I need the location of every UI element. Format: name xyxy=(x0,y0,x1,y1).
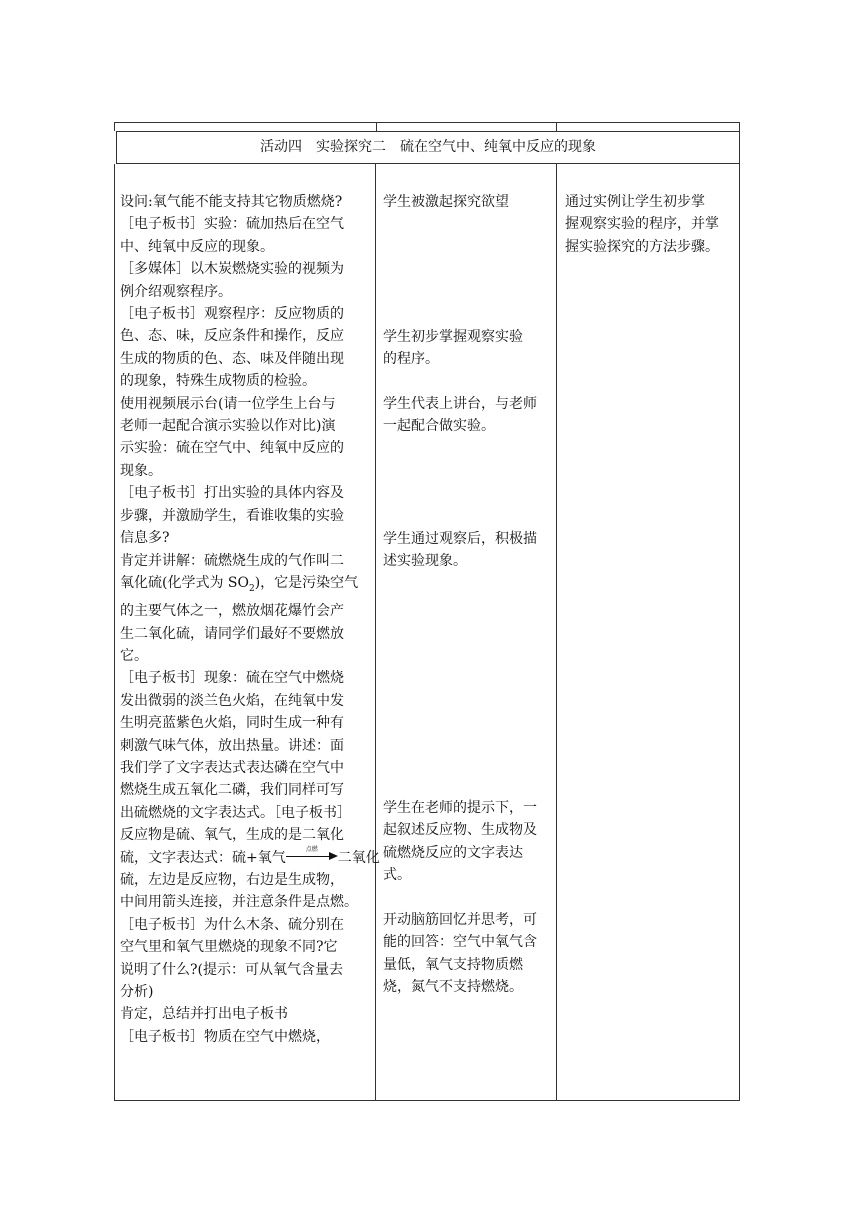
teacher-text-line: ［电子板书］为什么木条、硫分别在 xyxy=(120,916,344,933)
teacher-text-line: ［多媒体］以木炭燃烧实验的视频为 xyxy=(120,261,344,278)
teacher-text-line: 的现象，特殊生成物质的检验。 xyxy=(120,373,316,390)
top-strip-divider-1 xyxy=(376,122,377,131)
teacher-text-line: 燃烧生成五氧化二磷，我们同样可写 xyxy=(120,782,344,799)
design-intent-cell xyxy=(565,191,737,258)
teacher-text-line: 老师一起配合演示实验以作对比)演 xyxy=(120,418,336,435)
teacher-text-line: ［电子板书］现象：硫在空气中燃烧 xyxy=(120,670,344,687)
student-response-block xyxy=(383,326,553,371)
reaction-arrow-icon xyxy=(286,845,338,863)
teacher-text-line: ［电子板书］打出实验的具体内容及 xyxy=(120,485,344,502)
teacher-text-line: 示实验：硫在空气中、纯氧中反应的 xyxy=(120,440,344,457)
teacher-text-line: 反应物是硫、氧气，生成的是二氧化 xyxy=(120,827,344,844)
student-response-block xyxy=(383,528,553,573)
student-text-line: 式。 xyxy=(383,867,411,884)
student-text-line: 学生初步掌握观察实验 xyxy=(383,329,523,345)
student-response-block xyxy=(383,797,553,887)
student-text-line: 学生代表上讲台，与老师 xyxy=(383,396,537,412)
teacher-text-line: ［电子板书］观察程序：反应物质的 xyxy=(120,306,344,323)
column-divider-2 xyxy=(556,164,557,1101)
student-response-block xyxy=(383,191,553,213)
teacher-text-line: 设问:氧气能不能支持其它物质燃烧? xyxy=(120,194,343,210)
teacher-text-line: 说明了什么?(提示：可从氧气含量去 xyxy=(120,961,343,978)
student-text-line: 学生通过观察后，积极描 xyxy=(383,531,537,547)
word-equation-line: 硫，文字表达式：硫+氧气 点燃 二氧化 xyxy=(120,845,380,866)
teacher-text-line: 例介绍观察程序。 xyxy=(120,283,232,300)
teacher-text-line: 它。 xyxy=(120,647,148,664)
teacher-text-line: ［电子板书］物质在空气中燃烧， xyxy=(120,1028,330,1045)
teacher-text-line: 出硫燃烧的文字表达式。［电子板书］ xyxy=(120,804,351,821)
teacher-text-line: 生成的物质的色、态、味及伴随出现 xyxy=(120,350,344,367)
student-response-block xyxy=(383,393,553,438)
teacher-text-line: 刺激气味气体，放出热量。讲述：面 xyxy=(120,737,344,754)
intent-text-line: 通过实例让学生初步掌 xyxy=(565,194,705,210)
student-text-line: 的程序。 xyxy=(383,351,439,368)
student-text-line: 学生在老师的提示下，一 xyxy=(383,800,537,816)
student-response-block xyxy=(383,909,553,999)
header-title: 活动四 实验探究二 硫在空气中、纯氧中反应的现象 xyxy=(260,139,596,155)
teacher-text-line: 肯定，总结并打出电子板书 xyxy=(120,1006,288,1023)
student-text-line: 硫燃烧反应的文字表达 xyxy=(383,844,523,861)
teacher-activity-cell xyxy=(120,191,380,1048)
teacher-text-line: ［电子板书］实验：硫加热后在空气 xyxy=(120,216,344,233)
teacher-text-line: 肯定并讲解：硫燃烧生成的气作叫二 xyxy=(120,552,344,569)
student-text-line: 一起配合做实验。 xyxy=(383,418,495,435)
student-text-line: 开动脑筋回忆并思考，可 xyxy=(383,912,537,928)
teacher-text-line: 色、态、味，反应条件和操作，反应 xyxy=(120,328,344,345)
intent-text-line: 握观察实验的程序，并掌 xyxy=(565,216,719,233)
student-text-line: 起叙述反应物、生成物及 xyxy=(383,822,537,839)
reaction-condition: 点燃 xyxy=(305,845,318,853)
teacher-text-line: 现象。 xyxy=(120,462,162,479)
teacher-text-line: 中、纯氧中反应的现象。 xyxy=(120,238,274,255)
student-text-line: 量低，氧气支持物质燃 xyxy=(383,956,523,973)
student-text-line: 学生被激起探究欲望 xyxy=(383,194,509,210)
teacher-text-line: 信息多? xyxy=(120,530,170,547)
teacher-text-line: 生二氧化硫，请同学们最好不要燃放 xyxy=(120,625,344,642)
teacher-text-line: 空气里和氧气里燃烧的现象不同?它 xyxy=(120,939,338,956)
student-text-line: 述实验现象。 xyxy=(383,553,467,570)
intent-text-line: 握实验探究的方法步骤。 xyxy=(565,238,719,255)
teacher-text-line: 生明亮蓝紫色火焰，同时生成一种有 xyxy=(120,715,344,732)
student-text-line: 能的回答：空气中氧气含 xyxy=(383,934,537,951)
teacher-text-line: 分析) xyxy=(120,984,154,1001)
teacher-text-line: 的主要气体之一，燃放烟花爆竹会产 xyxy=(120,603,344,620)
teacher-text-line: 步骤，并激励学生，看谁收集的实验 xyxy=(120,507,344,524)
teacher-text-line: 发出微弱的淡兰色火焰，在纯氧中发 xyxy=(120,692,344,709)
student-text-line: 烧，氮气不支持燃烧。 xyxy=(383,979,523,996)
teacher-text-line: 中间用箭头连接，并注意条件是点燃。 xyxy=(120,894,358,911)
teacher-text-line: 硫，左边是反应物，右边是生成物， xyxy=(120,871,344,888)
so2-formula-line: 氧化硫(化学式为 $SO_2$)，它是污染空气 xyxy=(120,574,359,594)
table-top-strip xyxy=(114,122,740,131)
teacher-text-line: 我们学了文字表达式表达磷在空气中 xyxy=(120,759,344,776)
teacher-text-line: 使用视频展示台(请一位学生上台与 xyxy=(120,395,336,412)
column-divider-1 xyxy=(375,164,376,1101)
top-strip-divider-2 xyxy=(556,122,557,131)
